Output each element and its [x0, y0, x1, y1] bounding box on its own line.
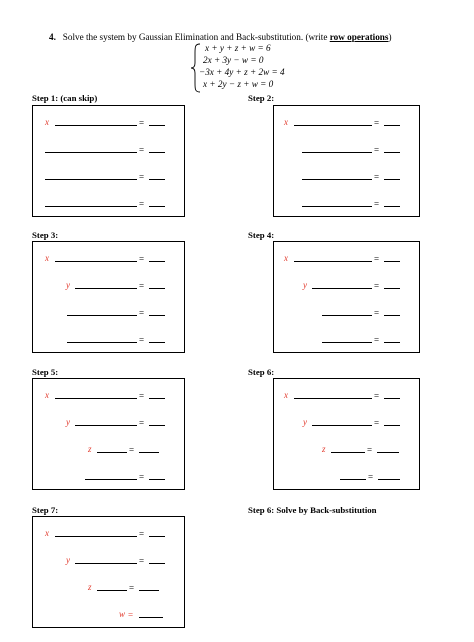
- result-blank[interactable]: [384, 206, 400, 207]
- equals-sign: =: [374, 308, 380, 318]
- result-blank[interactable]: [384, 152, 400, 153]
- answer-row: [33, 584, 184, 592]
- row-operation-blank[interactable]: [55, 398, 137, 399]
- var-x-label: x: [45, 253, 49, 263]
- var-x-label: x: [45, 117, 49, 127]
- equals-sign: =: [139, 418, 145, 428]
- row-operation-blank[interactable]: [97, 452, 127, 453]
- answer-row: [33, 392, 184, 400]
- result-blank[interactable]: [149, 315, 165, 316]
- answer-row: [274, 200, 419, 208]
- equals-sign: =: [374, 254, 380, 264]
- var-y-label: y: [66, 417, 70, 427]
- row-operation-blank[interactable]: [97, 590, 127, 591]
- row-operation-blank[interactable]: [294, 261, 372, 262]
- row-operation-blank[interactable]: [322, 315, 372, 316]
- back-substitution-title: Step 6: Solve by Back-substitution: [248, 505, 377, 515]
- answer-row: [274, 336, 419, 344]
- equals-sign: =: [139, 556, 145, 566]
- equals-sign: =: [368, 472, 374, 482]
- row-operation-blank[interactable]: [55, 536, 137, 537]
- equation-4: x + 2y − z + w = 0: [203, 79, 274, 89]
- step-5-box: [32, 378, 185, 490]
- result-blank[interactable]: [149, 261, 165, 262]
- result-blank[interactable]: [378, 479, 400, 480]
- result-blank[interactable]: [149, 563, 165, 564]
- result-blank[interactable]: [377, 452, 399, 453]
- row-operation-blank[interactable]: [75, 288, 137, 289]
- row-operation-blank[interactable]: [45, 206, 137, 207]
- answer-row: [33, 611, 184, 619]
- equals-sign: =: [128, 610, 134, 620]
- row-operation-blank[interactable]: [45, 152, 137, 153]
- row-operation-blank[interactable]: [67, 315, 137, 316]
- result-blank[interactable]: [384, 315, 400, 316]
- equals-sign: =: [374, 391, 380, 401]
- var-z-label: z: [88, 444, 92, 454]
- row-operation-blank[interactable]: [312, 425, 372, 426]
- row-operation-blank[interactable]: [294, 125, 372, 126]
- equals-sign: =: [139, 281, 145, 291]
- result-blank[interactable]: [149, 152, 165, 153]
- equals-sign: =: [139, 335, 145, 345]
- equals-sign: =: [139, 118, 145, 128]
- row-operation-blank[interactable]: [340, 479, 366, 480]
- var-w-label: w: [119, 609, 126, 619]
- result-blank[interactable]: [149, 125, 165, 126]
- step-6-title: Step 6:: [248, 367, 275, 377]
- answer-row: [33, 419, 184, 427]
- answer-row: [33, 446, 184, 454]
- answer-row: [274, 446, 419, 454]
- equation-3: −3x + 4y + z + 2w = 4: [199, 67, 285, 77]
- answer-row: [33, 173, 184, 181]
- result-blank[interactable]: [149, 206, 165, 207]
- equals-sign: =: [139, 472, 145, 482]
- step-7-title: Step 7:: [32, 505, 59, 515]
- step-6-box: [273, 378, 420, 490]
- row-operation-blank[interactable]: [75, 425, 137, 426]
- var-x-label: x: [284, 253, 288, 263]
- equals-sign: =: [374, 281, 380, 291]
- result-blank[interactable]: [384, 398, 400, 399]
- answer-row: [33, 336, 184, 344]
- equals-sign: =: [139, 529, 145, 539]
- var-y-label: y: [303, 280, 307, 290]
- var-x-label: x: [284, 390, 288, 400]
- equals-sign: =: [129, 583, 135, 593]
- result-blank[interactable]: [384, 288, 400, 289]
- equals-sign: =: [374, 118, 380, 128]
- result-blank[interactable]: [384, 261, 400, 262]
- answer-row: [33, 200, 184, 208]
- row-operation-blank[interactable]: [312, 288, 372, 289]
- answer-row: [274, 255, 419, 263]
- instruction-text: Solve the system by Gaussian Elimination and Back-substitution. (write: [62, 32, 330, 42]
- equals-sign: =: [129, 445, 135, 455]
- step-4-title: Step 4:: [248, 230, 275, 240]
- step-2-title: Step 2:: [248, 93, 275, 103]
- answer-row: [274, 282, 419, 290]
- answer-row: [33, 282, 184, 290]
- row-operation-blank[interactable]: [55, 261, 137, 262]
- equation-2: 2x + 3y − w = 0: [203, 55, 264, 65]
- equals-sign: =: [374, 145, 380, 155]
- result-blank[interactable]: [384, 425, 400, 426]
- step-3-title: Step 3:: [32, 230, 59, 240]
- result-blank[interactable]: [139, 452, 159, 453]
- row-operation-blank[interactable]: [331, 452, 365, 453]
- step-5-title: Step 5:: [32, 367, 59, 377]
- answer-row: [33, 473, 184, 481]
- step-4-box: [273, 241, 420, 353]
- row-operation-blank[interactable]: [322, 342, 372, 343]
- problem-statement: [49, 32, 459, 42]
- answer-row: [33, 146, 184, 154]
- row-operation-blank[interactable]: [45, 179, 137, 180]
- equals-sign: =: [374, 418, 380, 428]
- result-blank[interactable]: [149, 288, 165, 289]
- answer-row: [33, 119, 184, 127]
- answer-row: [33, 530, 184, 538]
- step-3-box: [32, 241, 185, 353]
- answer-row: [33, 309, 184, 317]
- row-operations-text: row operations: [329, 32, 389, 42]
- row-operation-blank[interactable]: [294, 398, 372, 399]
- answer-row: [274, 419, 419, 427]
- answer-row: [274, 392, 419, 400]
- row-operation-blank[interactable]: [302, 206, 372, 207]
- result-blank[interactable]: [149, 179, 165, 180]
- step-1-box: [32, 105, 185, 217]
- result-blank[interactable]: [139, 617, 163, 618]
- row-operation-blank[interactable]: [75, 563, 137, 564]
- answer-row: [33, 557, 184, 565]
- row-operation-blank[interactable]: [67, 342, 137, 343]
- result-blank[interactable]: [149, 479, 165, 480]
- answer-row: [274, 309, 419, 317]
- equals-sign: =: [139, 145, 145, 155]
- result-blank[interactable]: [149, 536, 165, 537]
- row-operation-blank[interactable]: [85, 479, 137, 480]
- row-operation-blank[interactable]: [302, 152, 372, 153]
- result-blank[interactable]: [384, 125, 400, 126]
- answer-row: [274, 119, 419, 127]
- row-operation-blank[interactable]: [302, 179, 372, 180]
- equals-sign: =: [139, 254, 145, 264]
- step-2-box: [273, 105, 420, 217]
- equals-sign: =: [374, 199, 380, 209]
- var-z-label: z: [322, 444, 326, 454]
- equals-sign: =: [374, 335, 380, 345]
- problem-number: 4.: [49, 32, 56, 42]
- answer-row: [274, 146, 419, 154]
- equals-sign: =: [139, 199, 145, 209]
- equals-sign: =: [367, 445, 373, 455]
- result-blank[interactable]: [384, 179, 400, 180]
- result-blank[interactable]: [149, 398, 165, 399]
- step-7-box: [32, 516, 185, 628]
- equals-sign: =: [139, 308, 145, 318]
- row-operation-blank[interactable]: [55, 125, 137, 126]
- var-z-label: z: [88, 582, 92, 592]
- answer-row: [33, 255, 184, 263]
- result-blank[interactable]: [139, 590, 159, 591]
- result-blank[interactable]: [149, 425, 165, 426]
- equals-sign: =: [139, 172, 145, 182]
- var-y-label: y: [303, 417, 307, 427]
- equals-sign: =: [374, 172, 380, 182]
- var-x-label: x: [45, 390, 49, 400]
- instruction-suffix: ): [388, 32, 392, 42]
- var-y-label: y: [66, 280, 70, 290]
- equation-1: x + y + z + w = 6: [205, 43, 271, 53]
- result-blank[interactable]: [149, 342, 165, 343]
- equation-system: [189, 43, 299, 93]
- result-blank[interactable]: [384, 342, 400, 343]
- answer-row: [274, 473, 419, 481]
- step-1-title: Step 1: (can skip): [32, 93, 98, 103]
- var-y-label: y: [66, 555, 70, 565]
- answer-row: [274, 173, 419, 181]
- var-x-label: x: [45, 528, 49, 538]
- equals-sign: =: [139, 391, 145, 401]
- var-x-label: x: [284, 117, 288, 127]
